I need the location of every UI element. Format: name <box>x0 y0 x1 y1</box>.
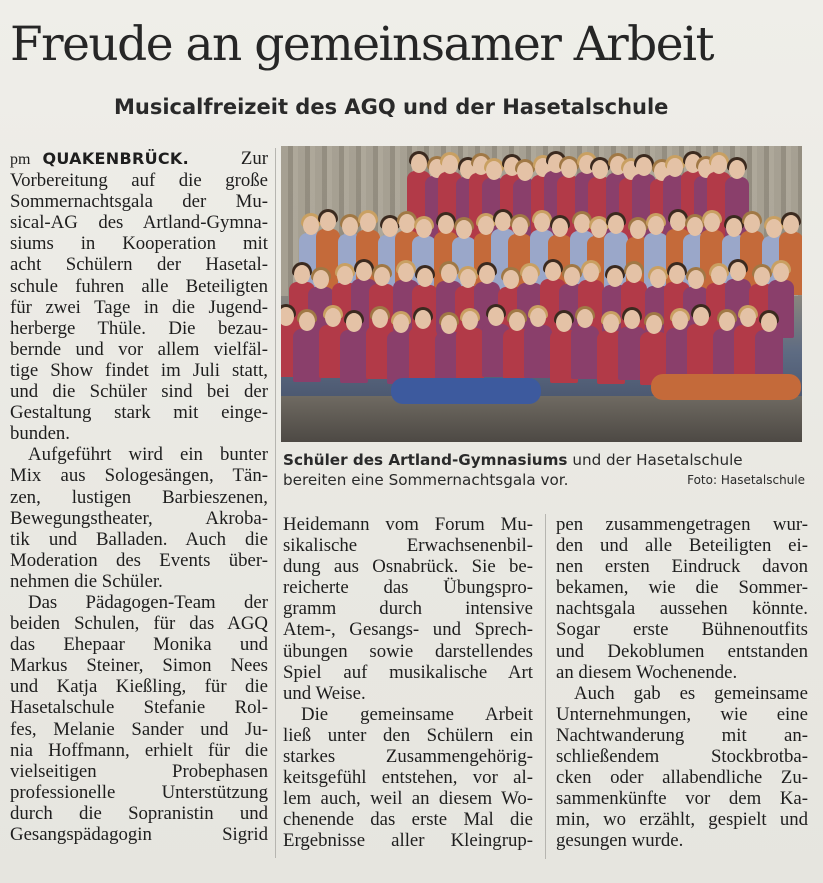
paragraph-heidemann: Heidemann vom Forum Mu- sikalische Erwachsenenbil- dung aus Osnabrück. Sie be- reicherte das Übungspro- gramm durch intensive Atem-, Gesangs- und Sprech- übungen sowie darstellendes Spiel auf musikalische Art und Weise. <box>283 514 533 704</box>
paragraph-teamwork: Die gemeinsame Arbeit ließ unter den Schülern ein starkes Zusammengehörig- keitsgefühl entstehen, vor al- lem auch, weil an diesem Wo- chenende das erste Mal die Ergebnisse aller Kleingrup- <box>283 703 533 852</box>
student-figure <box>410 310 436 380</box>
article-column-3 <box>556 514 808 852</box>
article-column-1 <box>10 148 268 845</box>
column-divider <box>275 148 276 858</box>
student-figure <box>525 308 551 378</box>
column-divider <box>545 514 546 859</box>
dateline: QUAKENBRÜCK. <box>42 149 189 168</box>
article-column-2 <box>283 514 533 852</box>
paragraph-team: Das Pädagogen-Team der beiden Schulen, für das AGQ das Ehepaar Monika und Markus Steiner, Simon Nees und Katja Kießling, für die Hasetalschule Stefanie Rol- fes, Melanie Sander und Ju- nia Hoffmann, erhielt für die vielseitigen Probephasen professionelle Unterstützung durch die Sopranistin und Gesangspädagogin Sigrid <box>10 591 268 845</box>
paragraph-program: Aufgeführt wird ein bunter Mix aus Sologesängen, Tän- zen, lustigen Barbieszenen, Bewegungstheater, Akroba- tik und Balladen. Auch die Moderation des Events über- nehmen die Schüler. <box>10 444 268 592</box>
photo-caption: Schüler des Artland-Gymnasiums und der Hasetalschule bereiten eine Sommernachtsgala vor. Foto: Hasetalschule <box>283 451 805 489</box>
student-figure <box>572 309 598 379</box>
student-figure <box>294 312 320 382</box>
student-figure <box>457 311 483 381</box>
student-figure <box>341 313 367 383</box>
student-lying-figure <box>651 374 801 400</box>
paragraph-activities: Auch gab es gemeinsame Unternehmungen, wie eine Nachtwanderung mit an- schließendem Stockbrotba- cken oder allabendliche Zu- sammenkünfte vor dem Ka- min, wo erzählt, gespielt und gesungen wurde. <box>556 682 808 852</box>
group-photo <box>281 146 802 442</box>
student-figure <box>756 313 782 383</box>
student-figure <box>688 307 714 377</box>
photo-floor <box>281 396 802 442</box>
photo-credit: Foto: Hasetalschule <box>687 473 805 487</box>
student-lying-figure <box>391 378 541 404</box>
author-initials: pm <box>10 151 31 168</box>
paragraph-intro: pm QUAKENBRÜCK. Zur Vorbereitung auf die große Sommernachtsgala der Mu- sical-AG des Artland-Gymna- siums in Kooperation mit acht Schülern der Hasetal- schule fuhren alle Beteiligten für zwei Tage in die Jugend- herberge Thüle. Die bezau- bernde und vor allem vielfäl- tige Show findet im Juli statt, und die Schüler sind bei der Gestaltung stark mit einge- bunden. <box>10 148 268 445</box>
caption-bold: Schüler des Artland-Gymnasiums <box>283 451 568 469</box>
subheadline: Musicalfreizeit des AGQ und der Hasetalschule <box>114 95 669 119</box>
headline: Freude an gemeinsamer Arbeit <box>10 17 713 72</box>
paragraph-results: pen zusammengetragen wur- den und alle Beteiligten ei- nen ersten Eindruck davon bekamen, wie die Sommer- nachtsgala aussehen könnte. Sogar erste Bühnenoutfits und Dekoblumen entstanden an diesem Wochenende. <box>556 514 808 683</box>
